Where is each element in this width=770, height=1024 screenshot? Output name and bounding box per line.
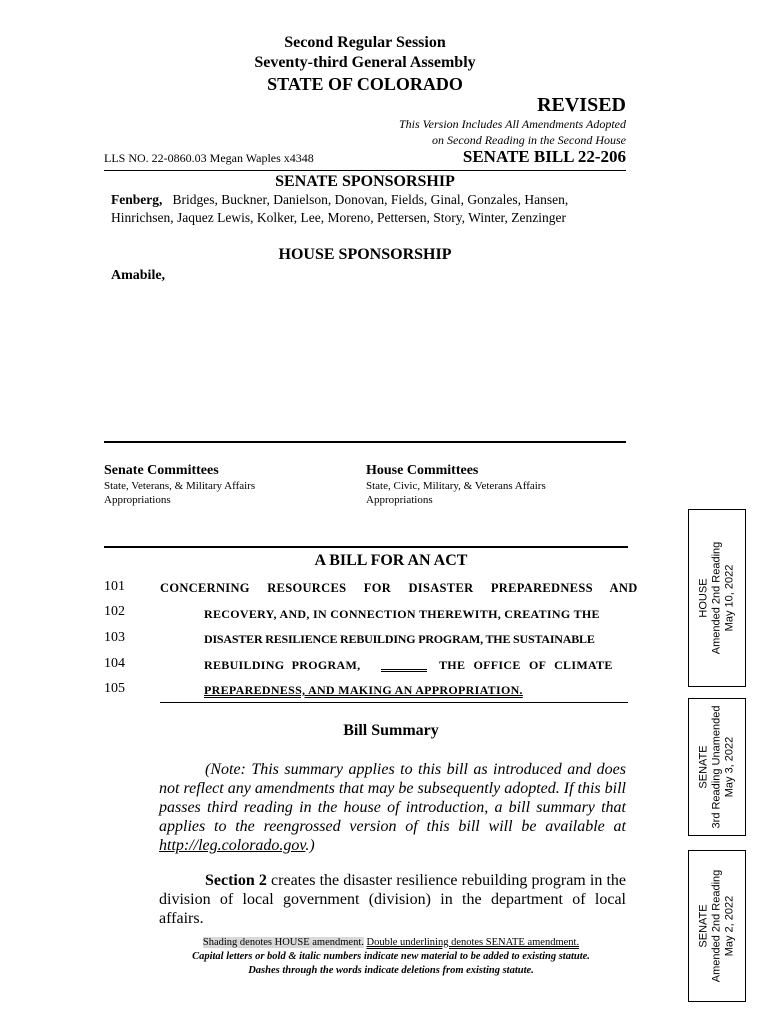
senate-sponsors-line1 xyxy=(111,192,626,208)
bill-number: SENATE BILL 22-206 xyxy=(462,147,626,166)
footer-legend-1 xyxy=(104,937,678,948)
shading-legend: Shading denotes HOUSE amendment. xyxy=(202,937,364,948)
bill-heading: A BILL FOR AN ACT xyxy=(314,552,468,569)
state-title: STATE OF COLORADO xyxy=(267,74,463,94)
bill-title-line-105: PREPAREDNESS, AND MAKING AN APPROPRIATION. xyxy=(204,683,523,697)
footer-legend-3: Dashes through the words indicate deletions from existing statute. xyxy=(248,965,534,976)
bill-summary-heading: Bill Summary xyxy=(343,722,439,739)
senate-second-reading-stamp xyxy=(688,850,746,1002)
senate-committee-1: State, Veterans, & Military Affairs xyxy=(104,480,256,492)
line-number-103: 103 xyxy=(104,630,125,645)
senate-committee-2: Appropriations xyxy=(104,494,171,506)
struck-deletion-marker xyxy=(381,669,427,672)
bill-title-line-102: RECOVERY, AND, IN CONNECTION THEREWITH, CREATING THE xyxy=(204,607,600,621)
lls-number: LLS NO. 22-0860.03 Megan Waples x4348 xyxy=(104,151,314,165)
revised-label: REVISED xyxy=(537,94,626,116)
double-underline-legend: Double underlining denotes SENATE amendment. xyxy=(366,937,580,948)
footer-legend-2: Capital letters or bold & italic numbers indicate new material to be added to existing statute. xyxy=(192,951,590,962)
section-2-summary xyxy=(159,871,626,928)
section-2-text: creates the disaster resilience rebuilding program in the division of local government (division) in the department of local affairs. xyxy=(159,872,626,927)
senate-sponsors-list-1: Bridges, Buckner, Danielson, Donovan, Fields, Ginal, Gonzales, Hansen, xyxy=(172,192,569,207)
house-lead-sponsor: Amabile, xyxy=(111,268,166,283)
senate-sponsorship-heading: SENATE SPONSORSHIP xyxy=(275,173,455,190)
summary-note-text: (Note: This summary applies to this bill as introduced and does not reflect any amendments that may be subsequently adopted. If this bill passes third reading in the house of introduction, a bill summary that applies to the reengrossed version of this bill will be available at xyxy=(159,761,626,835)
house-stamp xyxy=(688,509,746,687)
senate-lead-sponsor: Fenberg, xyxy=(111,192,163,207)
stamp-3-date: May 2, 2022 xyxy=(723,895,736,957)
section-2-label: Section 2 xyxy=(205,872,267,889)
title-end-rule xyxy=(160,702,628,703)
summary-note-end: .) xyxy=(305,837,315,854)
house-committees-heading: House Committees xyxy=(366,463,479,478)
line-number-104: 104 xyxy=(104,656,125,671)
assembly-title: Seventy-third General Assembly xyxy=(254,54,476,71)
stamp-2-chamber: SENATE xyxy=(697,745,710,789)
version-note-2: on Second Reading in the Second House xyxy=(432,133,626,147)
version-note-1: This Version Includes All Amendments Adopted xyxy=(399,117,626,131)
bill-title-line-101: CONCERNING RESOURCES FOR DISASTER PREPAREDNESS AND xyxy=(160,581,638,595)
stamp-1-action: Amended 2nd Reading xyxy=(710,541,723,655)
line-number-101: 101 xyxy=(104,579,125,594)
line-number-102: 102 xyxy=(104,604,125,619)
senate-third-reading-stamp xyxy=(688,698,746,836)
house-sponsorship-heading: HOUSE SPONSORSHIP xyxy=(278,246,452,263)
summary-link[interactable]: http://leg.colorado.gov xyxy=(159,837,306,854)
committees-rule xyxy=(104,441,626,443)
stamp-3-action: Amended 2nd Reading xyxy=(710,869,723,983)
stamp-1-chamber: HOUSE xyxy=(697,578,710,618)
stamp-2-action: 3rd Reading Unamended xyxy=(710,705,723,829)
stamp-2-date: May 3, 2022 xyxy=(723,736,736,798)
senate-sponsors-line2: Hinrichsen, Jaquez Lewis, Kolker, Lee, Moreno, Pettersen, Story, Winter, Zenzinger xyxy=(111,210,566,225)
line-number-105: 105 xyxy=(104,681,125,696)
bill-title-line-104b: THE OFFICE OF CLIMATE xyxy=(439,658,613,672)
senate-committees-heading: Senate Committees xyxy=(104,463,219,478)
summary-note xyxy=(159,760,626,855)
house-committee-1: State, Civic, Military, & Veterans Affairs xyxy=(366,480,546,492)
bill-title-line-104a: REBUILDING PROGRAM, xyxy=(204,658,361,672)
header-rule xyxy=(104,170,626,171)
house-committee-2: Appropriations xyxy=(366,494,433,506)
stamp-3-chamber: SENATE xyxy=(697,904,710,948)
stamp-1-date: May 10, 2022 xyxy=(723,564,736,632)
bill-title-line-103: DISASTER RESILIENCE REBUILDING PROGRAM, THE SUSTAINABLE xyxy=(204,632,595,646)
bill-rule xyxy=(104,546,628,548)
session-title: Second Regular Session xyxy=(284,34,446,51)
